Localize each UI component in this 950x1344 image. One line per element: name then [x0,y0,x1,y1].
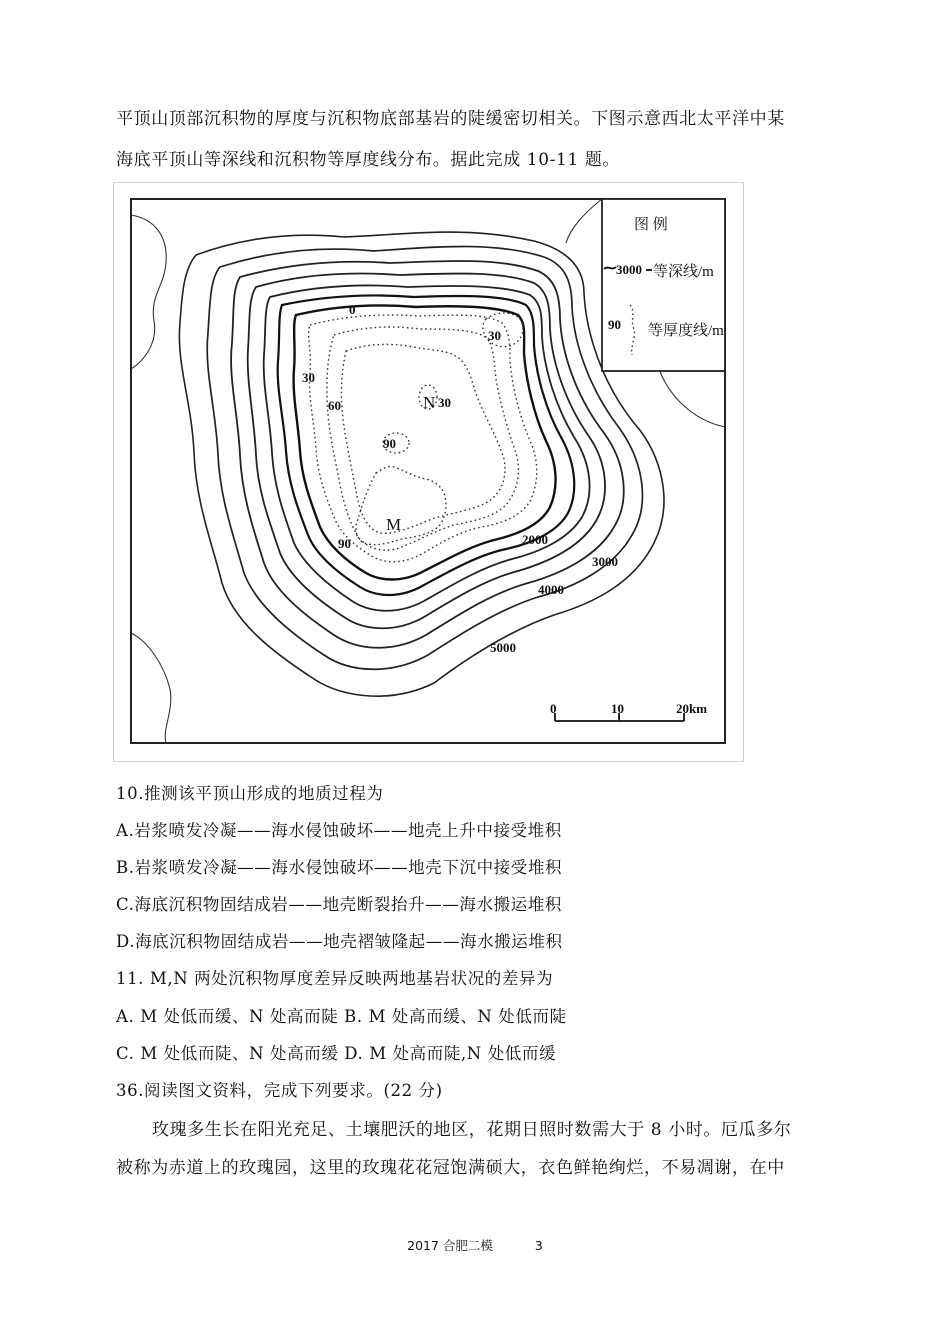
depth-contour-3000 [278,295,575,595]
q10-stem: 10.推测该平顶山形成的地质过程为 [116,784,384,803]
footer-page-number: 3 [534,1238,543,1253]
intro-line-2: 海底平顶山等深线和沉积物等厚度线分布。据此完成 10-11 题。 [116,150,621,170]
legend-title: 图 例 [634,217,668,233]
southwest-seafloor-contour [131,633,171,743]
thickness-contour-60 [341,344,505,533]
thickness-label-30-w: 30 [302,370,315,385]
west-seafloor-contour [131,215,166,369]
q36-stem: 36.阅读图文资料，完成下列要求。(22 分) [116,1081,443,1100]
legend-thickness-label: 等厚度线/m [648,323,724,339]
footer-title: 2017 合肥二模 [407,1238,493,1253]
northeast-seafloor-contour [566,199,602,243]
depth-contour-4500 [231,261,624,648]
point-m-label: M [386,515,402,534]
thickness-label-60: 60 [328,398,341,413]
q10-option-d: D.海底沉积物固结成岩——地壳褶皱隆起——海水搬运堆积 [116,932,563,951]
legend-depth-line-symbol [604,267,616,269]
q36-paragraph-line-2: 被称为赤道上的玫瑰园，这里的玫瑰花花冠饱满硕大，衣色鲜艳绚烂，不易凋谢，在中 [116,1158,785,1178]
q11-stem: 11. M,N 两处沉积物厚度差异反映两地基岩状况的差异为 [116,969,554,988]
depth-contour-3500 [264,285,590,610]
q11-options-ab: A. M 处低而缓、N 处高而陡 B. M 处高而缓、N 处低而陡 [116,1007,567,1026]
depth-contour-2000 [294,305,556,579]
scale-tick-0: 0 [550,701,557,716]
scale-tick-10: 10 [611,701,624,716]
depth-label-5000: 5000 [490,640,516,655]
thickness-label-90-m: 90 [338,536,351,551]
scale-bar [550,701,707,721]
map-legend [602,199,725,371]
contour-map [114,183,745,763]
thickness-label-90-center: 90 [383,436,396,451]
legend-thickness-sample: 90 [608,317,621,332]
thickness-contour-0 [309,315,537,562]
contour-map-figure [113,182,744,762]
thickness-label-30-n: 30 [438,395,451,410]
thickness-contour-30 [327,327,519,550]
point-n-label: N [423,393,436,412]
thickness-label-0: 0 [349,302,356,317]
q10-option-a: A.岩浆喷发冷凝——海水侵蚀破坏——地壳上升中接受堆积 [116,821,562,840]
q36-paragraph-line-1: 玫瑰多生长在阳光充足、土壤肥沃的地区，花期日照时数需大于 8 小时。厄瓜多尔 [152,1120,792,1140]
legend-depth-sample: 3000 [616,262,642,277]
scale-tick-20km: 20km [676,701,708,716]
page-footer [0,1236,950,1254]
q10-option-b: B.岩浆喷发冷凝——海水侵蚀破坏——地壳下沉中接受堆积 [116,858,563,877]
east-seafloor-contour [659,369,725,427]
intro-line-1: 平顶山顶部沉积物的厚度与沉积物底部基岩的陡缓密切相关。下图示意西北太平洋中某 [116,109,785,129]
depth-label-2000: 2000 [522,532,548,547]
legend-depth-label: 等深线/m [653,264,714,280]
q10-option-c: C.海底沉积物固结成岩——地壳断裂抬升——海水搬运堆积 [116,895,562,914]
thickness-label-30-ne: 30 [488,328,501,343]
depth-label-4000: 4000 [538,582,564,597]
depth-contour-5500 [179,232,664,696]
q11-options-cd: C. M 处低而陡、N 处高而缓 D. M 处高而陡,N 处低而缓 [116,1044,557,1063]
depth-label-3000: 3000 [592,554,618,569]
